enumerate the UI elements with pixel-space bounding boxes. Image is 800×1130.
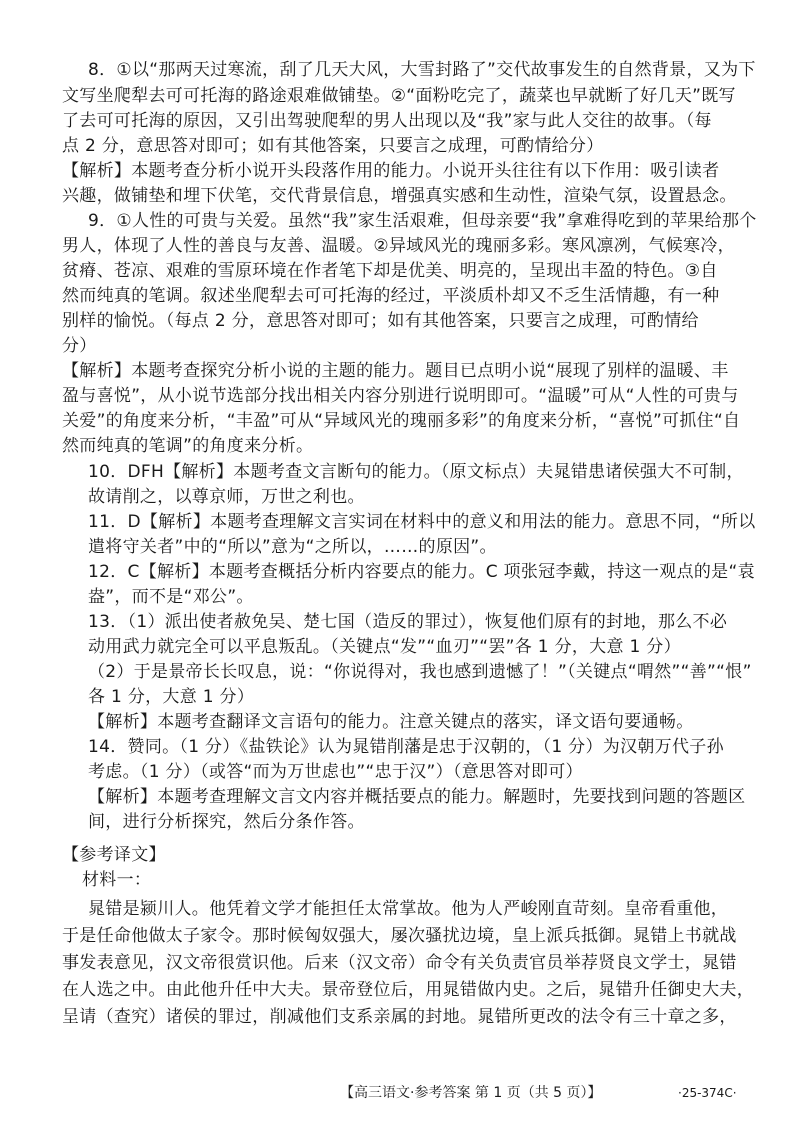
text-line: （2）于是景帝长长叹息，说：“你说得对，我也感到遗憾了！”（关键点“喟然”“善”“恨”	[88, 662, 752, 682]
text-line: 盎”，而不是“邓公”。	[88, 587, 254, 607]
footer-code: ·25-374C·	[678, 1086, 737, 1100]
text-line: 10．DFH【解析】本题考查文言断句的能力。（原文标点）夫晁错患诸侯强大不可制，	[88, 462, 744, 482]
text-line: 各 1 分，大意 1 分）	[88, 687, 255, 707]
footer-page-label: 【高三语文·参考答案 第 1 页（共 5 页）】	[340, 1085, 602, 1101]
text-line: 【解析】本题考查翻译文言语句的能力。注意关键点的落实，译文语句要通畅。	[88, 712, 694, 732]
text-line: 兴趣，做铺垫和埋下伏笔，交代背景信息，增强真实感和生动性，渲染气氛，设置悬念。	[62, 186, 737, 206]
text-line: 在人选之中。由此他升任中大夫。景帝登位后，用晁错做内史。之后，晁错升任御史大夫，	[62, 980, 754, 1000]
text-line: 了去可可托海的原因，又引出驾驶爬犁的男人出现以及“我”家与此人交往的故事。（每	[62, 111, 712, 131]
text-line: 14．赞同。（1 分）《盐铁论》认为晁错削藩是忠于汉朝的，（1 分）为汉朝万代子孙	[88, 737, 724, 757]
section-heading: 【参考译文】	[62, 845, 166, 865]
text-line: 贫瘠、苍凉、艰难的雪原环境在作者笔下却是优美、明亮的，呈现出丰盈的特色。③自	[62, 261, 718, 281]
text-line: 盈与喜悦”，从小说节选部分找出相关内容分别进行说明即可。“温暖”可从“人性的可贵与	[62, 386, 739, 406]
text-line: 11．D【解析】本题考查理解文言实词在材料中的意义和用法的能力。意思不同，“所以	[88, 512, 756, 532]
text-line: 考虑。（1 分）（或答“而为万世虑也”“忠于汉”）（意思答对即可）	[88, 762, 583, 782]
text-line: 12．C【解析】本题考查概括分析内容要点的能力。C 项张冠李戴，持这一观点的是“袁	[88, 562, 755, 582]
text-line: 故请削之，以尊京师，万世之利也。	[88, 487, 365, 507]
text-line: 分）	[62, 336, 97, 356]
text-line: 呈请（查究）诸侯的罪过，削减他们支系亲属的封地。晁错所更改的法令有三十章之多，	[62, 1007, 737, 1027]
text-line: 动用武力就完全可以平息叛乱。（关键点“发”“血刃”“罢”各 1 分，大意 1 分）	[88, 637, 681, 657]
text-line: 点 2 分，意思答对即可；如有其他答案，只要言之成理，可酌情给分）	[62, 136, 604, 156]
text-line: 间，进行分析探究，然后分条作答。	[88, 812, 365, 832]
text-line: 8．①以“那两天过寒流，刮了几天大风，大雪封路了”交代故事发生的自然背景，又为下	[88, 60, 756, 80]
text-line: 别样的愉悦。（每点 2 分，意思答对即可；如有其他答案，只要言之成理，可酌情给	[62, 311, 699, 331]
text-line: 遣将守关者”中的“所以”意为“之所以，……的原因”。	[88, 537, 497, 557]
text-line: 然而纯真的笔调。叙述坐爬犁去可可托海的经过，平淡质朴却又不乏生活情趣，有一种	[62, 286, 720, 306]
text-line: 【解析】本题考查分析小说开头段落作用的能力。小说开头往往有以下作用：吸引读者	[62, 161, 720, 181]
text-line: 文写坐爬犁去可可托海的路途艰难做铺垫。②“面粉吃完了，蔬菜也早就断了好几天”既写	[62, 86, 736, 106]
text-line: 关爱”的角度来分析，“丰盈”可从“异域风光的瑰丽多彩”的角度来分析，“喜悦”可抓住“自	[62, 411, 741, 431]
text-line: 事发表意见，汉文帝很赏识他。后来（汉文帝）命令有关负责官员举荐贤良文学士，晁错	[62, 953, 737, 973]
text-line: 材料一：	[82, 870, 152, 890]
text-line: 9．①人性的可贵与关爱。虽然“我”家生活艰难，但母亲要“我”拿难得吃到的苹果给那个	[88, 211, 757, 231]
text-line: 【解析】本题考查探究分析小说的主题的能力。题目已点明小说“展现了别样的温暖、丰	[62, 361, 729, 381]
text-line: 13．（1）派出使者赦免吴、楚七国（造反的罪过），恢复他们原有的封地，那么不必	[88, 612, 728, 632]
text-line: 【解析】本题考查理解文言文内容并概括要点的能力。解题时，先要找到问题的答题区	[88, 787, 746, 807]
text-line: 于是任命他做太子家令。那时候匈奴强大，屡次骚扰边境，皇上派兵抵御。晁错上书就战	[62, 926, 737, 946]
text-line: 男人，体现了人性的善良与友善、温暖。②异域风光的瑰丽多彩。寒风凛冽，气候寒冷，	[62, 236, 735, 256]
text-line: 晁错是颍川人。他凭着文学才能担任太常掌故。他为人严峻刚直苛刻。皇帝看重他，	[88, 899, 729, 919]
text-line: 然而纯真的笔调”的角度来分析。	[62, 436, 314, 456]
